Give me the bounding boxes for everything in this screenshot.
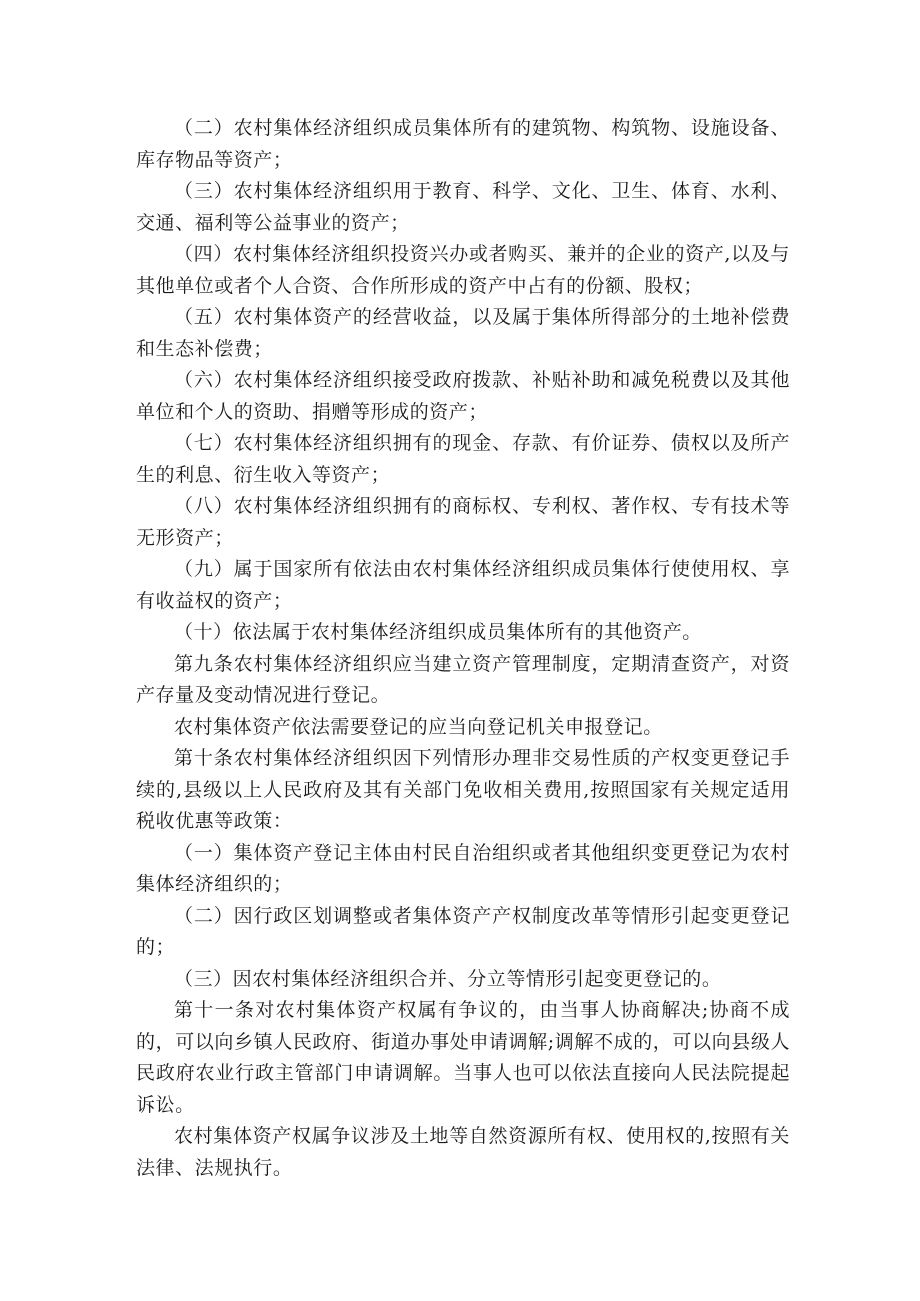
paragraph: 第九条农村集体经济组织应当建立资产管理制度，定期清查资产，对资产存量及变动情况进行登记。 bbox=[136, 652, 790, 706]
paragraph: （三）农村集体经济组织用于教育、科学、文化、卫生、体育、水利、交通、福利等公益事业的资产； bbox=[136, 180, 790, 234]
document-body bbox=[136, 113, 790, 1184]
paragraph: 农村集体资产依法需要登记的应当向登记机关申报登记。 bbox=[174, 715, 663, 738]
paragraph: （十）依法属于农村集体经济组织成员集体所有的其他资产。 bbox=[174, 621, 702, 643]
paragraph: （二）农村集体经济组织成员集体所有的建筑物、构筑物、设施设备、库存物品等资产； bbox=[136, 117, 790, 171]
paragraph: 农村集体资产权属争议涉及土地等自然资源所有权、使用权的,按照有关法律、法规执行。 bbox=[136, 1125, 790, 1179]
paragraph: （七）农村集体经济组织拥有的现金、存款、有价证券、债权以及所产生的利息、衍生收入等资产； bbox=[136, 432, 790, 486]
paragraph: 第十一条对农村集体资产权属有争议的，由当事人协商解决;协商不成的，可以向乡镇人民政府、街道办事处申请调解;调解不成的，可以向县级人民政府农业行政主管部门申请调解。当事人也可以依法直接向人民法院提起诉讼。 bbox=[136, 999, 790, 1116]
paragraph: （三）因农村集体经济组织合并、分立等情形引起变更登记的。 bbox=[174, 967, 722, 990]
paragraph: （九）属于国家所有依法由农村集体经济组织成员集体行使使用权、享有收益权的资产； bbox=[136, 558, 790, 612]
paragraph: （八）农村集体经济组织拥有的商标权、专利权、著作权、专有技术等无形资产； bbox=[136, 495, 790, 549]
paragraph: 第十条农村集体经济组织因下列情形办理非交易性质的产权变更登记手续的,县级以上人民政府及其有关部门免收相关费用,按照国家有关规定适用税收优惠等政策： bbox=[136, 747, 790, 832]
paragraph: （四）农村集体经济组织投资兴办或者购买、兼并的企业的资产,以及与其他单位或者个人合资、合作所形成的资产中占有的份额、股权； bbox=[136, 243, 790, 297]
paragraph: （五）农村集体资产的经营收益，以及属于集体所得部分的土地补偿费和生态补偿费； bbox=[136, 306, 790, 360]
paragraph: （一）集体资产登记主体由村民自治组织或者其他组织变更登记为农村集体经济组织的； bbox=[136, 841, 790, 895]
paragraph: （六）农村集体经济组织接受政府拨款、补贴补助和减免税费以及其他单位和个人的资助、捐赠等形成的资产； bbox=[136, 369, 790, 423]
paragraph: （二）因行政区划调整或者集体资产产权制度改革等情形引起变更登记的； bbox=[136, 904, 790, 958]
